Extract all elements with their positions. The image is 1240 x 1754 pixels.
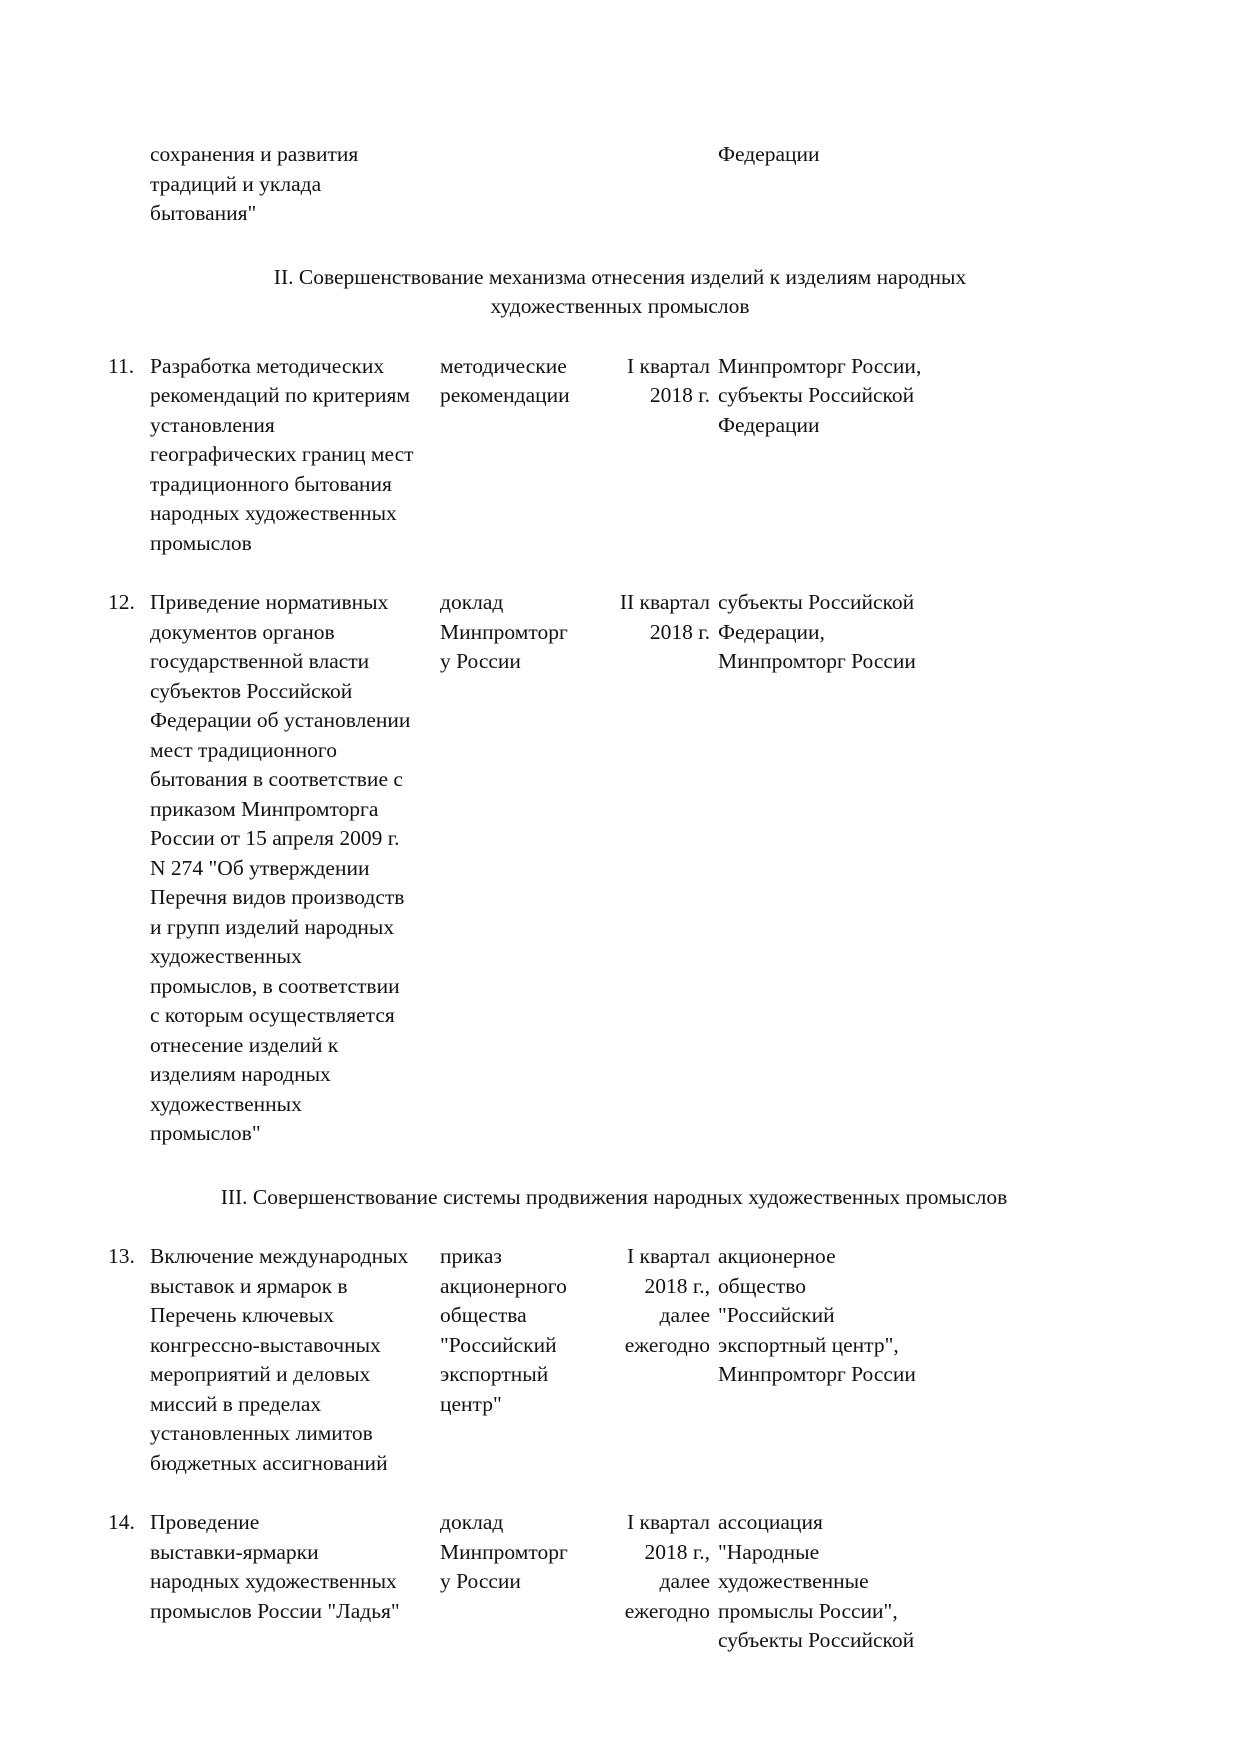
text-line: традиционного бытования: [150, 471, 392, 496]
row-executor-cell: [718, 1242, 950, 1390]
text-line: промыслы России",: [718, 1598, 898, 1623]
text-line: Проведение: [150, 1510, 260, 1534]
text-line: народных художественных: [150, 1569, 397, 1593]
text-line: промыслов: [150, 530, 252, 555]
row-result-cell: [440, 1242, 600, 1419]
text-line: изделиям народных: [150, 1062, 331, 1086]
text-line: Включение международных: [150, 1244, 409, 1268]
text-line: Разработка методических: [150, 353, 385, 378]
text-line: конгрессно-выставочных: [150, 1332, 381, 1357]
row-result-cell: [440, 352, 600, 411]
text-line: мест традиционного: [150, 737, 337, 762]
row-number: 13.: [108, 1244, 135, 1268]
text-line: государственной власти: [150, 649, 370, 673]
table-row: [108, 1508, 1120, 1656]
text-line: Федерации: [718, 412, 820, 437]
text-line: Минпромторг России: [718, 649, 916, 673]
text-line: ежегодно: [624, 1598, 710, 1623]
text-line: Федерации,: [718, 619, 825, 644]
text-line: выставки-ярмарки: [150, 1539, 319, 1564]
text-line: субъекты Российской: [718, 383, 915, 407]
text-line: Минпромторг: [440, 1539, 568, 1564]
text-line: I квартал: [627, 1244, 710, 1268]
row-result-cell: [440, 588, 600, 677]
text-line: географических границ мест: [150, 442, 414, 466]
text-line: промыслов": [150, 1121, 261, 1145]
text-line: Приведение нормативных: [150, 590, 389, 614]
row-task-cell: [150, 1242, 440, 1478]
text-line: промыслов России "Ладья": [150, 1598, 400, 1623]
text-line: выставок и ярмарок в: [150, 1273, 348, 1298]
table-row: [108, 352, 1120, 559]
text-line: Минпромторг России,: [718, 353, 922, 378]
text-line: у России: [440, 1569, 521, 1593]
row-task-cell: [150, 352, 440, 559]
text-line: N 274 "Об утверждении: [150, 855, 370, 880]
continuation-executor-cell: [718, 140, 950, 170]
text-line: 2018 г.: [649, 383, 710, 407]
text-line: ежегодно: [624, 1332, 710, 1357]
text-line: Федерации: [718, 142, 820, 166]
text-line: 2018 г.,: [644, 1273, 710, 1298]
row-number: 12.: [108, 590, 135, 614]
text-line: бюджетных ассигнований: [150, 1450, 388, 1475]
text-line: рекомендации: [440, 383, 570, 407]
section-heading-line: художественных промыслов: [490, 294, 750, 318]
table-row: [108, 1242, 1120, 1478]
text-line: бытования в соответствие с: [150, 767, 403, 791]
text-line: 2018 г.,: [644, 1539, 710, 1564]
text-line: у России: [440, 649, 521, 673]
section-heading-line: II. Совершенствование механизма отнесения изделий к изделиям народных: [273, 264, 967, 289]
row-term-cell: [600, 588, 718, 647]
text-line: и групп изделий народных: [150, 914, 395, 939]
text-line: миссий в пределах: [150, 1391, 322, 1416]
text-line: II квартал: [619, 590, 710, 614]
text-line: доклад: [440, 1510, 504, 1534]
text-line: бытования": [150, 201, 257, 225]
text-line: субъекты Российской: [718, 1628, 915, 1652]
text-line: далее: [659, 1303, 710, 1327]
text-line: Минпромторг: [440, 619, 568, 644]
text-line: установленных лимитов: [150, 1421, 373, 1445]
text-line: экспортный: [440, 1362, 549, 1386]
row-number: 14.: [108, 1510, 135, 1534]
row-term-cell: [600, 1508, 718, 1626]
text-line: России от 15 апреля 2009 г.: [150, 826, 400, 850]
text-line: экспортный центр",: [718, 1332, 899, 1357]
text-line: с которым осуществляется: [150, 1003, 395, 1027]
text-line: Федерации об установлении: [150, 708, 411, 732]
section-heading-line: III. Совершенствование системы продвижения народных художественных промыслов: [220, 1184, 1008, 1209]
text-line: 2018 г.: [649, 619, 710, 644]
text-line: Минпромторг России: [718, 1362, 916, 1386]
section-heading-ii: [108, 263, 1120, 322]
text-line: акционерного: [440, 1273, 567, 1298]
text-line: традиций и уклада: [150, 171, 322, 196]
text-line: художественных: [150, 1091, 302, 1116]
text-line: "Российский: [440, 1332, 557, 1357]
row-executor-cell: [718, 352, 950, 441]
text-line: "Народные: [718, 1539, 820, 1564]
text-line: доклад: [440, 590, 504, 614]
text-line: "Российский: [718, 1303, 835, 1327]
text-line: ассоциация: [718, 1510, 823, 1534]
row-number: 11.: [108, 353, 135, 378]
text-line: художественные: [718, 1569, 869, 1593]
text-line: далее: [659, 1569, 710, 1593]
text-line: Перечень ключевых: [150, 1303, 334, 1327]
text-line: мероприятий и деловых: [150, 1362, 371, 1386]
text-line: общество: [718, 1273, 807, 1298]
text-line: народных художественных: [150, 501, 397, 525]
text-line: субъекты Российской: [718, 590, 915, 614]
row-term-cell: [600, 1242, 718, 1360]
row-term-cell: [600, 352, 718, 411]
text-line: документов органов: [150, 619, 335, 644]
continuation-row: [108, 140, 1120, 229]
text-line: Перечня видов производств: [150, 885, 405, 909]
continuation-task-cell: [150, 140, 440, 229]
table-row: [108, 588, 1120, 1149]
text-line: отнесение изделий к: [150, 1032, 339, 1057]
section-heading-iii: [108, 1183, 1120, 1213]
text-line: установления: [150, 412, 275, 437]
row-task-cell: [150, 588, 440, 1149]
text-line: центр": [440, 1391, 502, 1416]
text-line: художественных: [150, 944, 302, 968]
row-result-cell: [440, 1508, 600, 1597]
text-line: приказ: [440, 1244, 502, 1268]
text-line: акционерное: [718, 1244, 836, 1268]
text-line: сохранения и развития: [150, 142, 359, 166]
text-line: приказом Минпромторга: [150, 796, 379, 821]
text-line: рекомендаций по критериям: [150, 383, 411, 407]
text-line: I квартал: [627, 353, 710, 378]
text-line: I квартал: [627, 1510, 710, 1534]
row-task-cell: [150, 1508, 440, 1626]
row-executor-cell: [718, 588, 950, 677]
row-executor-cell: [718, 1508, 950, 1656]
text-line: методические: [440, 353, 567, 378]
text-line: субъектов Российской: [150, 678, 353, 703]
text-line: общества: [440, 1303, 527, 1327]
text-line: промыслов, в соответствии: [150, 973, 400, 998]
